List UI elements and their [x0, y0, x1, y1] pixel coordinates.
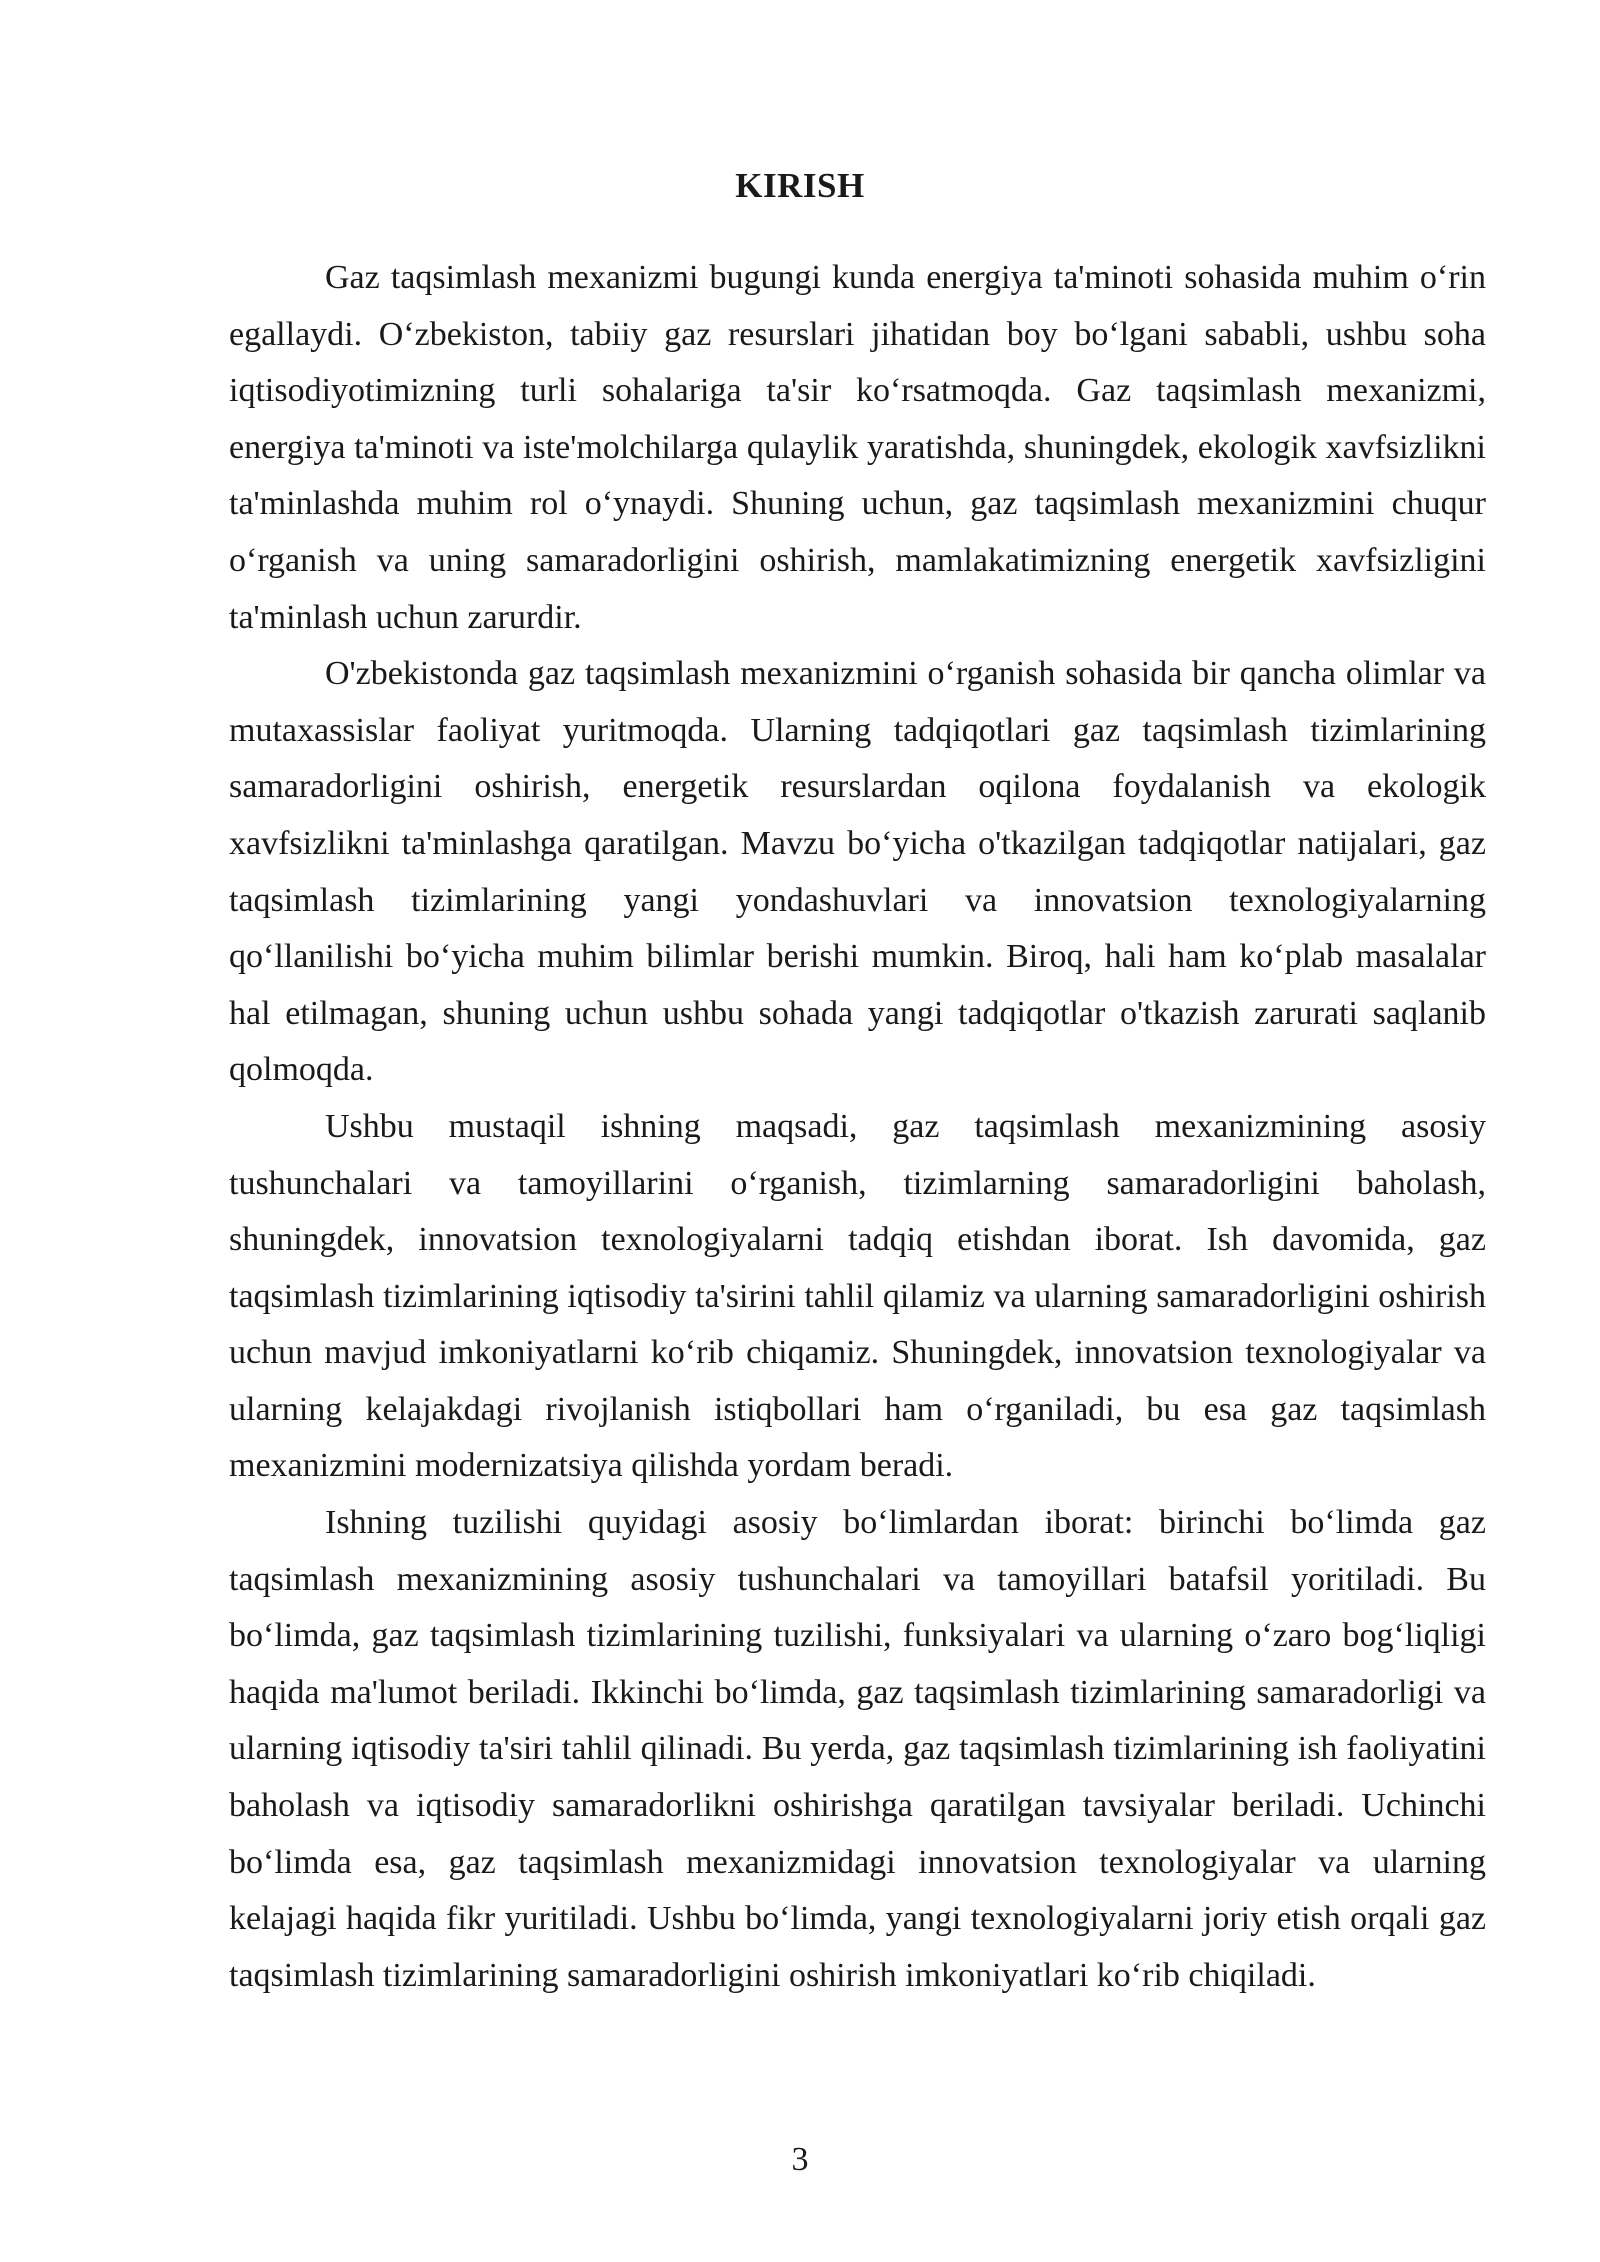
page-title: KIRISH: [735, 166, 865, 205]
body-text: [229, 250, 1486, 2004]
paragraph-4: Ishning tuzilishi quyidagi asosiy bo‘limlardan iborat: birinchi bo‘limda gaz taqsimlash mexanizmining asosiy tushunchalari va tamoyillari batafsil yoritiladi. Bu bo‘limda, gaz taqsimlash tizimlarining tuzilishi, funksiyalari va ularning o‘zaro bog‘liqligi haqida ma'lumot beriladi. Ikkinchi bo‘limda, gaz taqsimlash tizimlarining samaradorligi va ularning iqtisodiy ta'siri tahlil qilinadi. Bu yerda, gaz taqsimlash tizimlarining ish faoliyatini baholash va iqtisodiy samaradorlikni oshirishga qaratilgan tavsiyalar beriladi. Uchinchi bo‘limda esa, gaz taqsimlash mexanizmidagi innovatsion texnologiyalar va ularning kelajagi haqida fikr yuritiladi. Ushbu bo‘limda, yangi texnologiyalarni joriy etish orqali gaz taqsimlash tizimlarining samaradorligini oshirish imkoniyatlari ko‘rib chiqiladi.: [229, 1504, 1486, 1994]
paragraph-2: O'zbekistonda gaz taqsimlash mexanizmini o‘rganish sohasida bir qancha olimlar va mutaxassislar faoliyat yuritmoqda. Ularning tadqiqotlari gaz taqsimlash tizimlarining samaradorligini oshirish, energetik resurslardan oqilona foydalanish va ekologik xavfsizlikni ta'minlashga qaratilgan. Mavzu bo‘yicha o'tkazilgan tadqiqotlar natijalari, gaz taqsimlash tizimlarining yangi yondashuvlari va innovatsion texnologiyalarning qo‘llanilishi bo‘yicha muhim bilimlar berishi mumkin. Biroq, hali ham ko‘plab masalalar hal etilmagan, shuning uchun ushbu sohada yangi tadqiqotlar o'tkazish zarurati saqlanib qolmoqda.: [229, 655, 1486, 1089]
paragraph-1: Gaz taqsimlash mexanizmi bugungi kunda energiya ta'minoti sohasida muhim o‘rin egallaydi. O‘zbekiston, tabiiy gaz resurslari jihatidan boy bo‘lgani sababli, ushbu soha iqtisodiyotimizning turli sohalariga ta'sir ko‘rsatmoqda. Gaz taqsimlash mexanizmi, energiya ta'minoti va iste'molchilarga qulaylik yaratishda, shuningdek, ekologik xavfsizlikni ta'minlashda muhim rol o‘ynaydi. Shuning uchun, gaz taqsimlash mexanizmini chuqur o‘rganish va uning samaradorligini oshirish, mamlakatimizning energetik xavfsizligini ta'minlash uchun zarurdir.: [229, 259, 1486, 636]
page-number: 3: [791, 2141, 809, 2178]
paragraph-3: Ushbu mustaqil ishning maqsadi, gaz taqsimlash mexanizmining asosiy tushunchalari va tamoyillarini o‘rganish, tizimlarning samaradorligini baholash, shuningdek, innovatsion texnologiyalarni tadqiq etishdan iborat. Ish davomida, gaz taqsimlash tizimlarining iqtisodiy ta'sirini tahlil qilamiz va ularning samaradorligini oshirish uchun mavjud imkoniyatlarni ko‘rib chiqamiz. Shuningdek, innovatsion texnologiyalar va ularning kelajakdagi rivojlanish istiqbollari ham o‘rganiladi, bu esa gaz taqsimlash mexanizmini modernizatsiya qilishda yordam beradi.: [229, 1107, 1486, 1485]
